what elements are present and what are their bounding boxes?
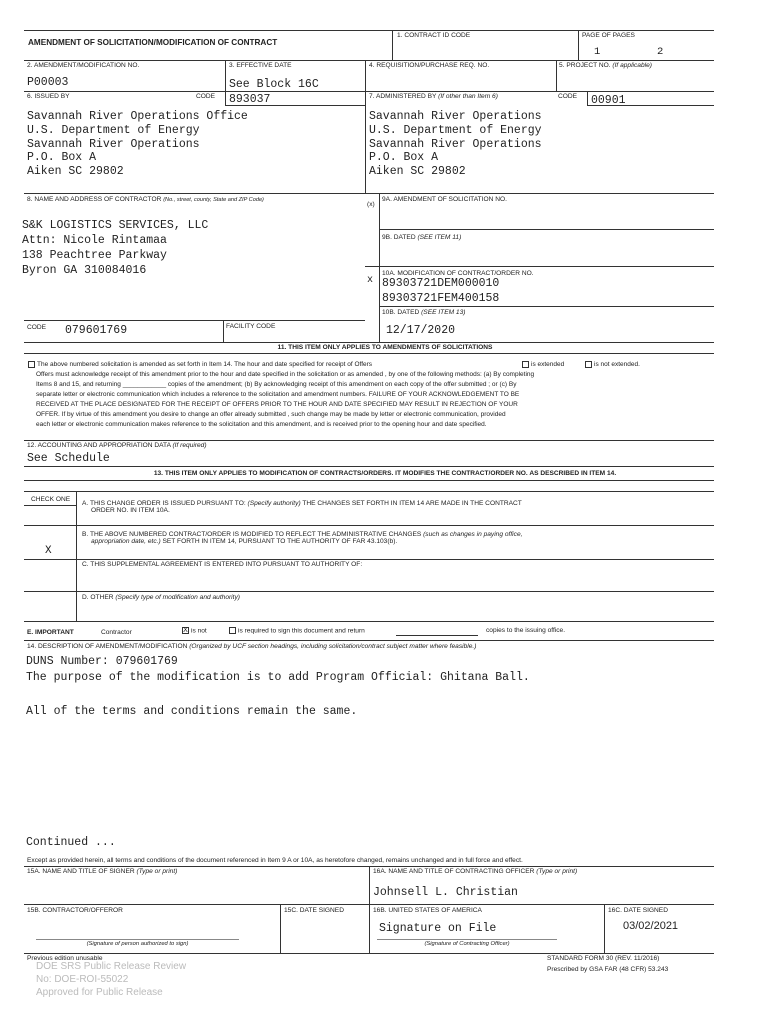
option-c: C. THIS SUPPLEMENTAL AGREEMENT IS ENTERED INTO PURSUANT TO AUTHORITY OF:: [82, 561, 363, 568]
block8-label: 8. NAME AND ADDRESS OF CONTRACTOR (No., street, county, State and ZIP Code): [27, 196, 264, 203]
address-line: U.S. Department of Energy: [369, 123, 542, 137]
standard-form-label: STANDARD FORM 30 (REV. 11/2016): [547, 955, 660, 962]
page-count: 2: [657, 46, 664, 58]
option-d: D. OTHER (Specify type of modification and authority): [82, 594, 240, 601]
not-extended-checkbox[interactable]: [585, 361, 592, 368]
item11-paragraph: Offers must acknowledge receipt of this amendment prior to the hour and date specified in the solicitation or as amended , by one of the following methods: (a) By completing Items 8 and 15, and returning ____________ copies of the amendment; (b) By acknowledging receipt of this amendment on each copy of the offer submitted ; or (c) By separate letter or electronic communication which includes a reference to the solicitation and amendment numbers. FAILURE OF YOUR ACKNOWLEDGEMENT TO BE RECEIVED AT THE PLACE DESIGNATED FOR THE RECEIPT OF OFFERS PRIOR TO THE HOUR AND DATE SPECIFIED MAY RESULT IN REJECTION OF YOUR OFFER. If by virtue of this amendment you desire to change an offer already submitted , such change may be made by letter or electronic communication, provided each letter or electronic communication makes reference to the solicitation and this amendment, and is received prior to the opening hour and date specified.: [36, 371, 535, 428]
is-extended-option: is extended: [522, 360, 564, 370]
modification-purpose: The purpose of the modification is to add Program Official: Ghitana Ball.: [26, 671, 530, 684]
officer-signature-caption: (Signature of Contracting Officer): [424, 941, 510, 947]
block7-code-label: CODE: [558, 93, 578, 100]
facility-code-label: FACILITY CODE: [226, 323, 276, 330]
block15c-label: 15C. DATE SIGNED: [284, 907, 344, 914]
block10a-label: 10A. MODIFICATION OF CONTRACT/ORDER NO.: [382, 270, 534, 277]
is-extended-checkbox[interactable]: [522, 361, 529, 368]
address-line: Savannah River Operations Office: [27, 110, 248, 123]
block5-label: 5. PROJECT NO. (If applicable): [559, 62, 652, 69]
option-a: A. THIS CHANGE ORDER IS ISSUED PURSUANT TO: (Specify authority) THE CHANGES SET FORTH IN ITEM 14 ARE MADE IN THE CONTRACT: [82, 500, 522, 507]
check-one-label: CHECK ONE: [31, 496, 71, 503]
block16a-label: 16A. NAME AND TITLE OF CONTRACTING OFFICER (Type or print): [373, 868, 578, 875]
contracting-officer-name: Johnsell L. Christian: [373, 886, 518, 899]
address-line: S&K LOGISTICS SERVICES, LLC: [22, 219, 209, 232]
address-line: P.O. Box A: [27, 151, 97, 165]
is-not-checkbox[interactable]: X: [183, 627, 188, 634]
effective-date: See Block 16C: [229, 78, 319, 91]
issued-by-address: [27, 110, 248, 179]
contract-id-label: 1. CONTRACT ID CODE: [397, 32, 471, 39]
block6-label: 6. ISSUED BY: [27, 93, 70, 100]
is-required-option: is required to sign this document and return: [229, 627, 365, 635]
option-b-line2: appropriation date, etc.) SET FORTH IN ITEM 14, PURSUANT TO THE AUTHORITY OF FAR 43.103(b).: [91, 538, 398, 545]
block9-x-label: (x): [367, 201, 375, 208]
is-not-option: X is not: [183, 627, 207, 635]
address-line: 138 Peachtree Parkway: [22, 249, 167, 262]
administered-by-code: 00901: [591, 94, 626, 107]
continued-text: Continued ...: [26, 836, 116, 849]
block6-code-label: CODE: [196, 93, 216, 100]
is-required-checkbox[interactable]: [229, 627, 236, 634]
duns-number: DUNS Number: 079601769: [26, 655, 178, 668]
address-line: P.O. Box A: [369, 151, 439, 165]
prescribed-by-label: Prescribed by GSA FAR (48 CFR) 53.243: [547, 966, 669, 973]
contractor-code: 079601769: [65, 324, 128, 337]
page-of-pages-label: PAGE OF PAGES: [582, 32, 635, 39]
block3-label: 3. EFFECTIVE DATE: [229, 62, 292, 69]
address-line: U.S. Department of Energy: [27, 123, 200, 137]
block16c-label: 16C. DATE SIGNED: [608, 907, 668, 914]
address-line: Aiken SC 29802: [369, 165, 466, 179]
form-title: AMENDMENT OF SOLICITATION/MODIFICATION OF CONTRACT: [28, 38, 278, 47]
contractor-code-label: CODE: [27, 324, 47, 331]
block16b-label: 16B. UNITED STATES OF AMERICA: [373, 907, 482, 914]
option-b-check-mark: X: [45, 545, 52, 557]
block10-check-mark: x: [367, 275, 374, 286]
option-b: B. THE ABOVE NUMBERED CONTRACT/ORDER IS MODIFIED TO REFLECT THE ADMINISTRATIVE CHANGES (such as changes in paying office,: [82, 531, 523, 538]
address-line: Savannah River Operations: [27, 137, 200, 151]
except-text: Except as provided herein, all terms and conditions of the document referenced in Item 9 A or 10A, as heretofore changed, remains unchanged and in full force and effect.: [27, 857, 523, 864]
address-line: Attn: Nicole Rintamaa: [22, 234, 167, 247]
important-label: E. IMPORTANT: [27, 629, 74, 636]
address-line: Byron GA 310084016: [22, 264, 147, 277]
issued-by-code: 893037: [229, 93, 271, 106]
block9b-label: 9B. DATED (SEE ITEM 11): [382, 234, 462, 241]
item13-heading: 13. THIS ITEM ONLY APPLIES TO MODIFICATION OF CONTRACTS/ORDERS. IT MODIFIES THE CONTRACT/ORDER NO. AS DESCRIBED IN ITEM 14.: [153, 470, 617, 477]
contractor-signature-caption: (Signature of person authorized to sign): [86, 941, 189, 947]
block14-label: 14. DESCRIPTION OF AMENDMENT/MODIFICATION (Organized by UCF section headings, including solicitation/contract subject matter where feasible.): [27, 643, 477, 650]
terms-statement: All of the terms and conditions remain the same.: [26, 705, 358, 718]
address-line: Savannah River Operations: [369, 137, 542, 151]
page-number: 1: [594, 46, 601, 58]
address-line: Aiken SC 29802: [27, 165, 124, 179]
block9a-label: 9A. AMENDMENT OF SOLICITATION NO.: [382, 196, 507, 203]
administered-by-address: [369, 110, 542, 179]
previous-edition-note: Previous edition unusable: [27, 955, 103, 962]
block7-label: 7. ADMINISTERED BY (If other than Item 6): [369, 93, 498, 100]
signature-on-file: Signature on File: [379, 922, 497, 935]
block2-label: 2. AMENDMENT/MODIFICATION NO.: [27, 62, 140, 69]
release-watermark: DOE SRS Public Release Review No: DOE-ROI-55022 Approved for Public Release: [36, 961, 187, 998]
block12-label: 12. ACCOUNTING AND APPROPRIATION DATA (If required): [27, 442, 207, 449]
accounting-data: See Schedule: [27, 452, 110, 465]
item11-heading: 11. THIS ITEM ONLY APPLIES TO AMENDMENTS OF SOLICITATIONS: [277, 344, 493, 351]
modification-dated: 12/17/2020: [386, 324, 456, 337]
date-signed: 03/02/2021: [623, 920, 679, 932]
item11-line-1: The above numbered solicitation is amended as set forth in Item 14. The hour and date specified for receipt of Offers: [28, 360, 372, 370]
not-extended-option: is not extended.: [585, 360, 640, 370]
address-line: Savannah River Operations: [369, 110, 542, 123]
block15b-label: 15B. CONTRACTOR/OFFEROR: [27, 907, 123, 914]
amendment-number: P00003: [27, 76, 69, 89]
modification-number-1: 89303721DEM000010: [382, 277, 500, 290]
option-a-line2: ORDER NO. IN ITEM 10A.: [91, 507, 170, 514]
extend-checkbox[interactable]: [28, 361, 35, 368]
contractor-address: [22, 218, 208, 278]
contractor-label: Contractor: [101, 629, 132, 636]
block4-label: 4. REQUISITION/PURCHASE REQ. NO.: [369, 62, 490, 69]
block15a-label: 15A. NAME AND TITLE OF SIGNER (Type or print): [27, 868, 178, 875]
block10b-label: 10B. DATED (SEE ITEM 13): [382, 309, 466, 316]
modification-number-2: 89303721FEM400158: [382, 292, 500, 305]
copies-text: copies to the issuing office.: [486, 627, 566, 634]
